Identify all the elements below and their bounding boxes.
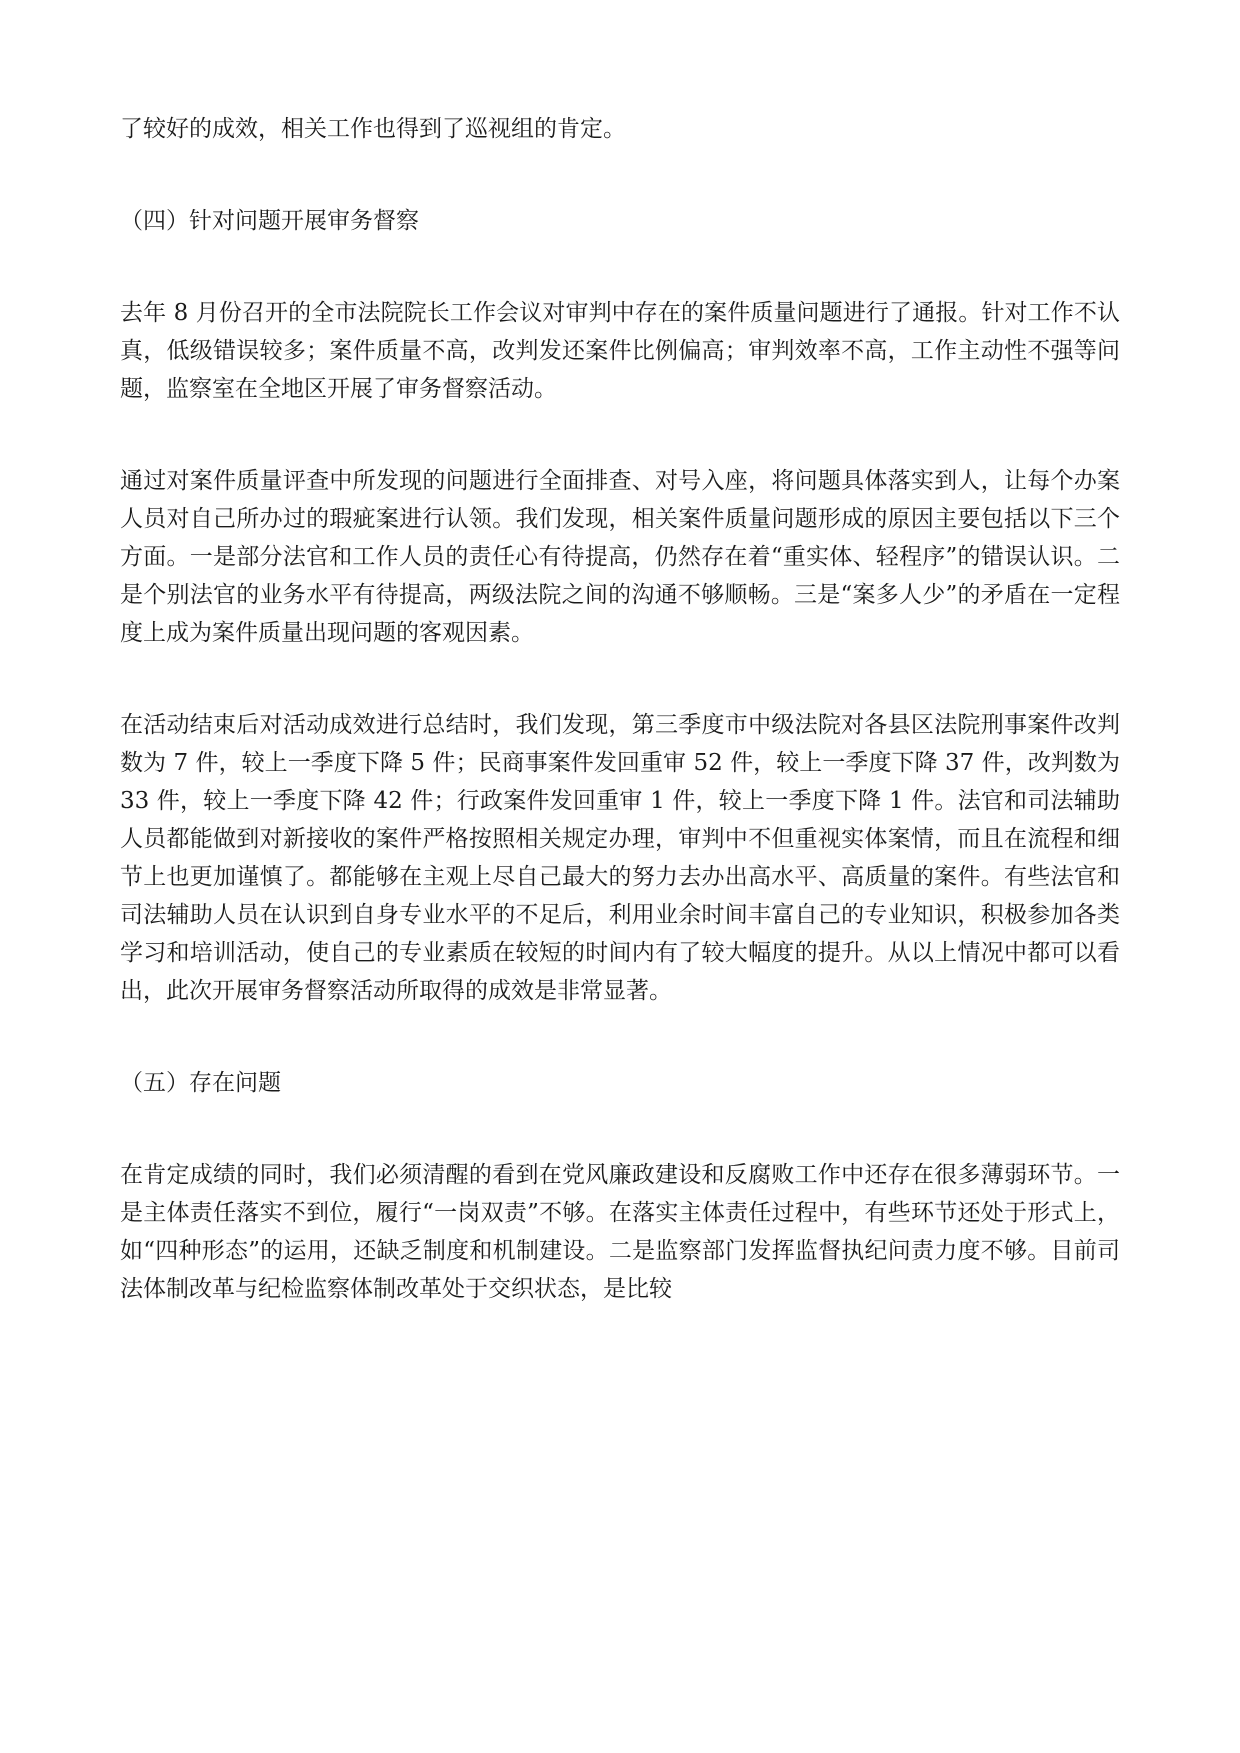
paragraph-existing-problems: 在肯定成绩的同时，我们必须清醒的看到在党风廉政建设和反腐败工作中还存在很多薄弱环节。一是主体责任落实不到位，履行“一岗双责”不够。在落实主体责任过程中，有些环节还处于形式上，如“四种形态”的运用，还缺乏制度和机制建设。二是监察部门发挥监督执纪问责力度不够。目前司法体制改革与纪检监察体制改革处于交织状态，是比较 [120,1162,1120,1302]
paragraph-case-review: 通过对案件质量评查中所发现的问题进行全面排查、对号入座，将问题具体落实到人，让每个办案人员对自己所办过的瑕疵案进行认领。我们发现，相关案件质量问题形成的原因主要包括以下三个方面。一是部分法官和工作人员的责任心有待提高，仍然存在着“重实体、轻程序”的错误认识。二是个别法官的业务水平有待提高，两级法院之间的沟通不够顺畅。三是“案多人少”的矛盾在一定程度上成为案件质量出现问题的客观因素。 [120,468,1120,646]
section-heading-4: （四）针对问题开展审务督察 [120,208,419,234]
paragraph-continuation: 了较好的成效，相关工作也得到了巡视组的肯定。 [120,116,626,142]
paragraph-meeting-report: 去年 8 月份召开的全市法院院长工作会议对审判中存在的案件质量问题进行了通报。针对工作不认真，低级错误较多；案件质量不高，改判发还案件比例偏高；审判效率不高，工作主动性不强等问题，监察室在全地区开展了审务督察活动。 [120,300,1120,402]
paragraph-results-summary: 在活动结束后对活动成效进行总结时，我们发现，第三季度市中级法院对各县区法院刑事案件改判数为 7 件，较上一季度下降 5 件；民商事案件发回重审 52 件，较上一季度下降 37 件，改判数为 33 件，较上一季度下降 42 件；行政案件发回重审 1 件，较上一季度下降 1 件。法官和司法辅助人员都能做到对新接收的案件严格按照相关规定办理，审判中不但重视实体案情，而且在流程和细节上也更加谨慎了。都能够在主观上尽自己最大的努力去办出高水平、高质量的案件。有些法官和司法辅助人员在认识到自身专业水平的不足后，利用业余时间丰富自己的专业知识，积极参加各类学习和培训活动，使自己的专业素质在较短的时间内有了较大幅度的提升。从以上情况中都可以看出，此次开展审务督察活动所取得的成效是非常显著。 [120,712,1120,1004]
section-heading-5: （五）存在问题 [120,1070,281,1096]
document-page [120,110,1120,1362]
